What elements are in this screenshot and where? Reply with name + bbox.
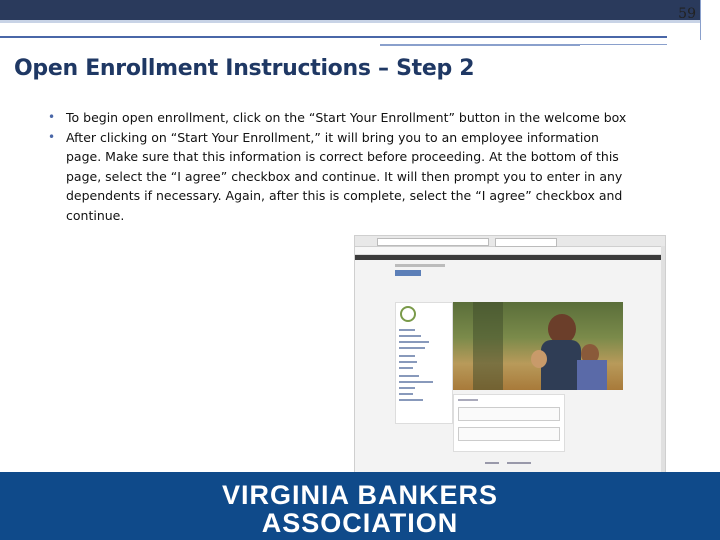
bullet-list [48,108,638,225]
sidebar-link [399,347,425,349]
corner-divider [700,0,701,40]
favorites-bar [355,247,665,255]
top-banner-accent [0,20,700,23]
welcome-box [395,264,485,278]
bullet-item: • To begin open enrollment, click on the “Start Your Enrollment” button in the welcome box [48,108,638,128]
browser-tab [495,238,557,247]
sidebar-link [399,367,413,369]
start-enrollment-button [395,270,421,276]
family-photo [453,302,623,390]
logo-line-2: ASSOCIATION [261,508,459,538]
title-rule-accent-thin [580,44,667,45]
photo-child-body [577,360,607,390]
logo-line-1: VIRGINIA BANKERS [221,480,499,510]
sidebar-link [399,399,423,401]
slide-title: Open Enrollment Instructions – Step 2 [14,56,475,81]
portal-footer-link [507,462,531,464]
welcome-logo-icon [400,306,416,322]
photo-tree [473,302,503,390]
sidebar-link [399,341,429,343]
enrollment-portal-screenshot [354,235,666,473]
browser-chrome [355,236,665,247]
panel-heading-line [458,399,478,401]
sidebar-link [399,381,433,383]
photo-child-head [531,350,547,368]
scrollbar [661,246,665,472]
portal-sidebar [395,302,453,424]
site-header-bar [355,255,665,260]
sidebar-link [399,375,419,377]
sidebar-link [399,335,421,337]
welcome-text-line [395,264,445,267]
top-banner [0,0,700,20]
panel-task-box [458,407,560,421]
title-rule [0,36,667,38]
address-bar [377,238,489,246]
sidebar-link [399,355,415,357]
sidebar-link [399,329,415,331]
to-do-panel [453,394,565,452]
bullet-item: • After clicking on “Start Your Enrollment,” it will bring you to an employee information page. Make sure that this information is correct before proceeding. At the bottom of this page, select the “I agree” checkbox and continue. It will then prompt you to enter in any dependents if necessary. Again, after this is complete, select the “I agree” checkbox and continue. [48,128,638,226]
sidebar-link [399,387,415,389]
sidebar-link [399,393,413,395]
title-rule-accent [380,44,580,46]
vba-logo [0,472,720,540]
sidebar-link [399,361,417,363]
portal-footer-link [485,462,499,464]
photo-person-body [541,340,581,390]
panel-task-box [458,427,560,441]
page-number: 59 [678,6,696,22]
